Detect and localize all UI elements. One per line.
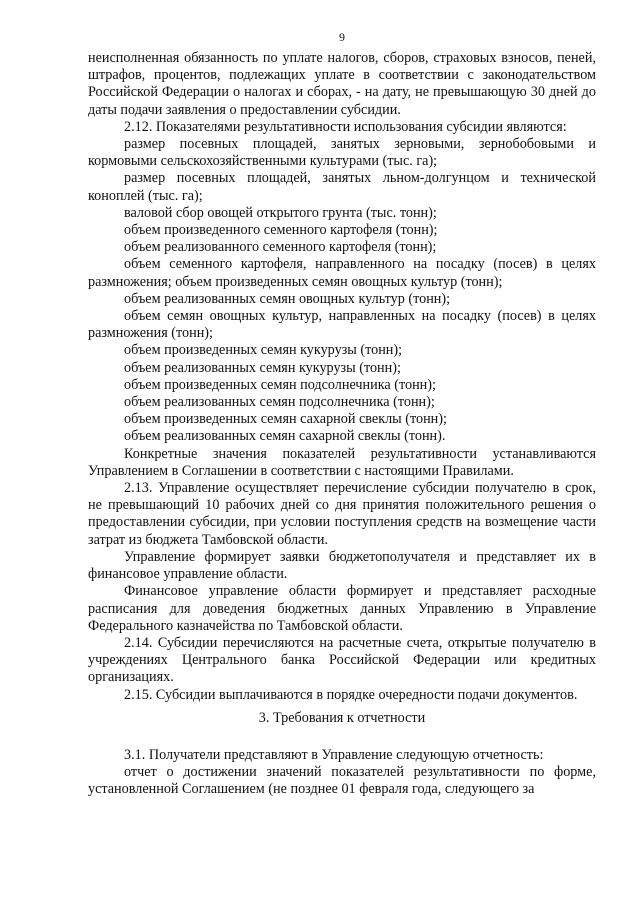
paragraph: 2.14. Субсидии перечисляются на расчетные счета, открытые получателю в учреждениях Центрального банка Российской Федерации или кредитных организациях.	[88, 634, 596, 686]
paragraph: Финансовое управление области формирует и представляет расходные расписания для доведения бюджетных данных Управлению в Управление Федерального казначейства по Тамбовской области.	[88, 583, 596, 634]
paragraph: объем семян овощных культур, направленных на посадку (посев) в целях размножения (тонн);	[88, 308, 596, 342]
paragraph: отчет о достижении значений показателей результативности по форме, установленной Соглашением (не позднее 01 февраля года, следующего за	[88, 764, 596, 798]
paragraph: валовой сбор овощей открытого грунта (тыс. тонн);	[124, 204, 437, 221]
paragraph: объем реализованных семян подсолнечника (тонн);	[124, 394, 435, 411]
paragraph: объем реализованных семян овощных культур (тонн);	[124, 290, 451, 307]
paragraph: Конкретные значения показателей результативности устанавливаются Управлением в Соглашении в соответствии с настоящими Правилами.	[88, 445, 596, 479]
paragraph: объем реализованного семенного картофеля (тонн);	[124, 239, 437, 256]
paragraph: 2.13. Управление осуществляет перечисление субсидии получателю в срок, не превышающий 10 рабочих дней со дня принятия положительного решения о предоставлении субсидии, при условии поступления средств на возмещение части затрат из бюджета Тамбовской области.	[88, 480, 596, 548]
section-paragraphs-list	[88, 747, 596, 799]
paragraph: размер посевных площадей, занятых зерновыми, зернобобовыми и кормовыми сельскохозяйственными культурами (тыс. га);	[88, 136, 596, 170]
paragraph: объем произведенных семян сахарной свеклы (тонн);	[124, 411, 447, 428]
paragraph: объем произведенных семян кукурузы (тонн);	[124, 342, 403, 359]
paragraph: 2.12. Показателями результативности использования субсидии являются:	[124, 118, 567, 135]
paragraph: объем реализованных семян сахарной свеклы (тонн).	[124, 428, 446, 445]
paragraph: 3.1. Получатели представляют в Управление следующую отчетность:	[124, 746, 544, 763]
paragraph: 2.15. Субсидии выплачиваются в порядке очередности подачи документов.	[124, 686, 578, 703]
paragraph: объем произведенного семенного картофеля (тонн);	[124, 222, 438, 239]
paragraph: неисполненная обязанность по уплате налогов, сборов, страховых взносов, пеней, штрафов, процентов, подлежащих уплате в соответствии с законодательством Российской Федерации о налогах и сборах, - на дату, не превышающую 30 дней до даты подачи заявления о предоставлении субсидии.	[88, 50, 596, 118]
paragraph: объем семенного картофеля, направленного на посадку (посев) в целях размножения; объем произведенных семян овощных культур (тонн);	[88, 256, 596, 290]
document-body	[88, 50, 596, 799]
paragraph: Управление формирует заявки бюджетополучателя и представляет их в финансовое управление области.	[88, 548, 596, 583]
paragraph: объем реализованных семян кукурузы (тонн);	[124, 359, 401, 376]
paragraph: размер посевных площадей, занятых льном-долгунцом и технической коноплей (тыс. га);	[88, 170, 596, 204]
page-number: 9	[339, 30, 345, 44]
section-heading: 3. Требования к отчетности	[258, 709, 426, 726]
paragraphs-list	[88, 50, 596, 704]
paragraph: объем произведенных семян подсолнечника (тонн);	[124, 376, 436, 393]
